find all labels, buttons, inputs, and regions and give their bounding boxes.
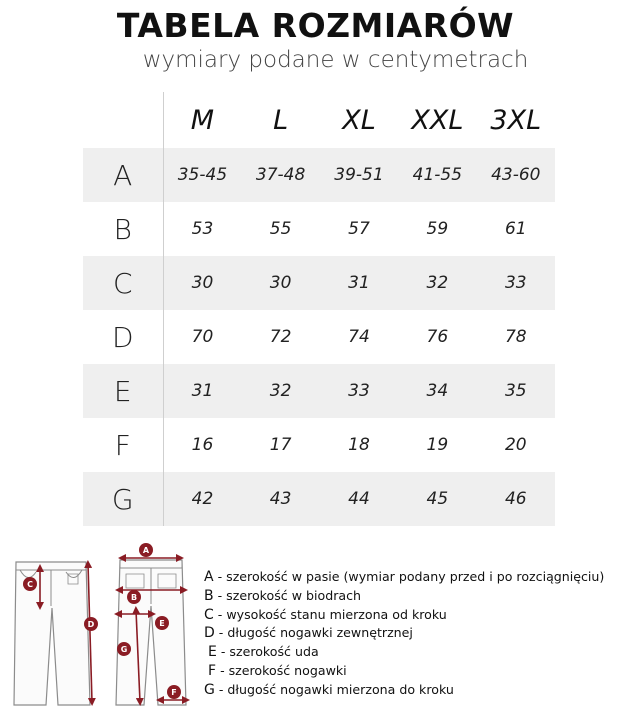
table-cell: 39-51 xyxy=(320,148,398,202)
table-cell: 33 xyxy=(320,364,398,418)
row-label: G xyxy=(83,472,163,526)
legend-text: - szerokość w biodrach xyxy=(213,587,362,603)
table-row xyxy=(83,472,555,526)
column-header: L xyxy=(273,104,289,136)
legend-letter: F xyxy=(208,662,217,679)
legend-text: - szerokość uda xyxy=(216,644,319,660)
table-cell: 43-60 xyxy=(477,148,555,202)
marker-label: A xyxy=(142,546,150,555)
marker-label: B xyxy=(130,593,138,602)
marker-a xyxy=(139,543,153,557)
legend-item xyxy=(204,681,631,700)
row-label: A xyxy=(83,148,163,202)
column-header: M xyxy=(190,104,215,136)
table-cell: 53 xyxy=(163,202,241,256)
row-label: B xyxy=(83,202,163,256)
table-row xyxy=(83,202,555,256)
column-header: 3XL xyxy=(490,104,542,136)
table-cell: 35 xyxy=(477,364,555,418)
legend-item xyxy=(204,587,631,606)
marker-label: E xyxy=(159,619,165,628)
table-cell: 16 xyxy=(163,418,241,472)
page-subtitle: wymiary podane w centymetrach xyxy=(142,47,529,73)
table-row xyxy=(83,310,555,364)
row-label: D xyxy=(83,310,163,364)
table-cell: 55 xyxy=(241,202,319,256)
marker-label: C xyxy=(27,580,33,589)
table-cell: 19 xyxy=(398,418,476,472)
legend-letter: C xyxy=(204,606,214,623)
marker-g xyxy=(117,642,131,656)
table-cell: 74 xyxy=(320,310,398,364)
table-cell: 44 xyxy=(320,472,398,526)
marker-f xyxy=(167,685,181,699)
table-header-row xyxy=(83,92,555,148)
marker-b xyxy=(127,590,141,604)
table-corner xyxy=(83,92,163,148)
marker-label: D xyxy=(87,620,95,629)
table-cell: 30 xyxy=(241,256,319,310)
table-cell: 76 xyxy=(398,310,476,364)
legend-item xyxy=(204,624,631,643)
row-label: E xyxy=(83,364,163,418)
table-cell: 17 xyxy=(241,418,319,472)
size-table xyxy=(83,92,555,526)
table-cell: 43 xyxy=(241,472,319,526)
table-row xyxy=(83,418,555,472)
table-cell: 33 xyxy=(477,256,555,310)
table-cell: 72 xyxy=(241,310,319,364)
legend-text: - szerokość w pasie (wymiar podany przed i po rozciągnięciu) xyxy=(213,569,605,584)
table-cell: 31 xyxy=(320,256,398,310)
column-header: XL xyxy=(342,104,376,136)
table-row xyxy=(83,148,555,202)
table-cell: 42 xyxy=(163,472,241,526)
legend-item xyxy=(204,606,631,625)
table-cell: 59 xyxy=(398,202,476,256)
legend-item xyxy=(204,568,631,587)
page-title: TABELA ROZMIARÓW xyxy=(116,6,515,45)
table-cell: 46 xyxy=(477,472,555,526)
legend-item xyxy=(204,662,631,681)
table-cell: 18 xyxy=(320,418,398,472)
column-header: XXL xyxy=(411,104,464,136)
table-cell: 34 xyxy=(398,364,476,418)
legend-text: - szerokość nogawki xyxy=(216,662,347,678)
table-cell: 20 xyxy=(477,418,555,472)
table-cell: 30 xyxy=(163,256,241,310)
table-row xyxy=(83,364,555,418)
marker-e xyxy=(155,616,169,630)
table-cell: 32 xyxy=(241,364,319,418)
row-label: F xyxy=(83,418,163,472)
table-row xyxy=(83,256,555,310)
legend-letter: E xyxy=(208,644,217,661)
table-cell: 45 xyxy=(398,472,476,526)
legend-text: - długość nogawki zewnętrznej xyxy=(214,625,413,641)
table-cell: 37-48 xyxy=(241,148,319,202)
marker-label: F xyxy=(171,688,177,697)
table-cell: 70 xyxy=(163,310,241,364)
row-label: C xyxy=(83,256,163,310)
legend-text: - wysokość stanu mierzona od kroku xyxy=(213,606,447,622)
marker-d xyxy=(84,617,98,631)
marker-label: G xyxy=(120,645,128,654)
legend-text: - długość nogawki mierzona do kroku xyxy=(214,681,454,697)
table-cell: 57 xyxy=(320,202,398,256)
legend-item xyxy=(204,643,631,662)
legend-letter: D xyxy=(204,625,215,642)
trousers-back-view xyxy=(116,560,186,705)
table-cell: 61 xyxy=(477,202,555,256)
measurement-legend xyxy=(204,568,631,700)
table-cell: 32 xyxy=(398,256,476,310)
trousers-measurement-diagram xyxy=(6,540,196,712)
legend-letter: A xyxy=(204,569,214,585)
table-cell: 41-55 xyxy=(398,148,476,202)
table-cell: 78 xyxy=(477,310,555,364)
marker-c xyxy=(23,577,37,591)
legend-letter: B xyxy=(204,587,214,604)
table-cell: 31 xyxy=(163,364,241,418)
legend-letter: G xyxy=(204,681,215,698)
table-cell: 35-45 xyxy=(163,148,241,202)
